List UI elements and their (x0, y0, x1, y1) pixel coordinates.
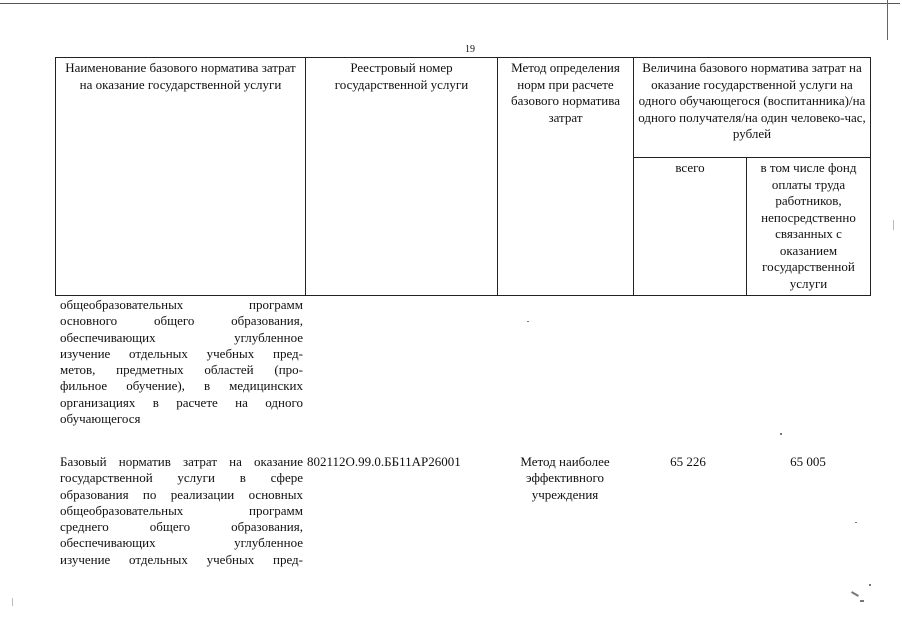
scan-speck (12, 598, 13, 606)
header-col-payroll: в том числе фонд оплаты труда работников, непосредственно связанных с оказанием государственной услуги (747, 158, 871, 296)
scan-speck (527, 321, 529, 322)
row2-name-line: Базовый норматив затрат на оказание (60, 454, 303, 469)
page-edge-mark (887, 0, 888, 40)
header-col-registry-number: Реестровый номер государственной услуги (306, 58, 498, 296)
page-number: 19 (465, 44, 475, 55)
row1-name-line: общеобразовательных программ (60, 297, 303, 312)
row1-name-line: обеспечивающих углубленное (60, 329, 303, 345)
header-table (55, 57, 871, 296)
scan-speck (855, 522, 857, 523)
row2-payroll: 65 005 (790, 454, 826, 469)
row1-name-line: фильное обучение), в медицинских (60, 378, 303, 394)
page-edge-line (0, 3, 900, 4)
header-col-name: Наименование базового норматива затрат на оказание государственной услуги (56, 58, 306, 296)
scan-speck (869, 584, 871, 586)
row2-name-line: общеобразовательных программ (60, 502, 303, 518)
row1-name-line: изучение отдельных учебных пред- (60, 345, 303, 361)
scan-speck (893, 220, 894, 230)
row2-name-line: обеспечивающих углубленное (60, 535, 303, 551)
header-col-total: всего (634, 158, 747, 296)
row2-method: Метод наиболее эффективного учреждения (520, 454, 610, 502)
scan-speck (860, 600, 864, 602)
row1-name-line: организациях в расчете на одного (60, 394, 303, 410)
row2-total: 65 226 (670, 454, 706, 469)
row2-name-line: изучение отдельных учебных пред- (60, 551, 303, 567)
row1-name-line: метов, предметных областей (про- (60, 362, 303, 378)
row1-name-cell (60, 297, 303, 427)
header-col-norm-value: Величина базового норматива затрат на оказание государственной услуги на одного обучающегося (воспитанника)/на одного получателя/на один человеко-час, рублей (634, 58, 871, 158)
row2-name-cell (60, 454, 303, 568)
scan-speck (851, 591, 859, 597)
row1-name-line: обучающегося (60, 411, 141, 427)
row1-name-line: основного общего образования, (60, 313, 303, 329)
row2-name-line: образования по реализации основных (60, 486, 303, 502)
row2-name-line: государственной услуги в сфере (60, 470, 303, 486)
row2-name-line: среднего общего образования, (60, 519, 303, 535)
header-col-method: Метод определения норм при расчете базового норматива затрат (498, 58, 634, 296)
scan-speck (780, 433, 782, 435)
row2-registry-number: 802112О.99.0.ББ11АР26001 (307, 454, 461, 469)
